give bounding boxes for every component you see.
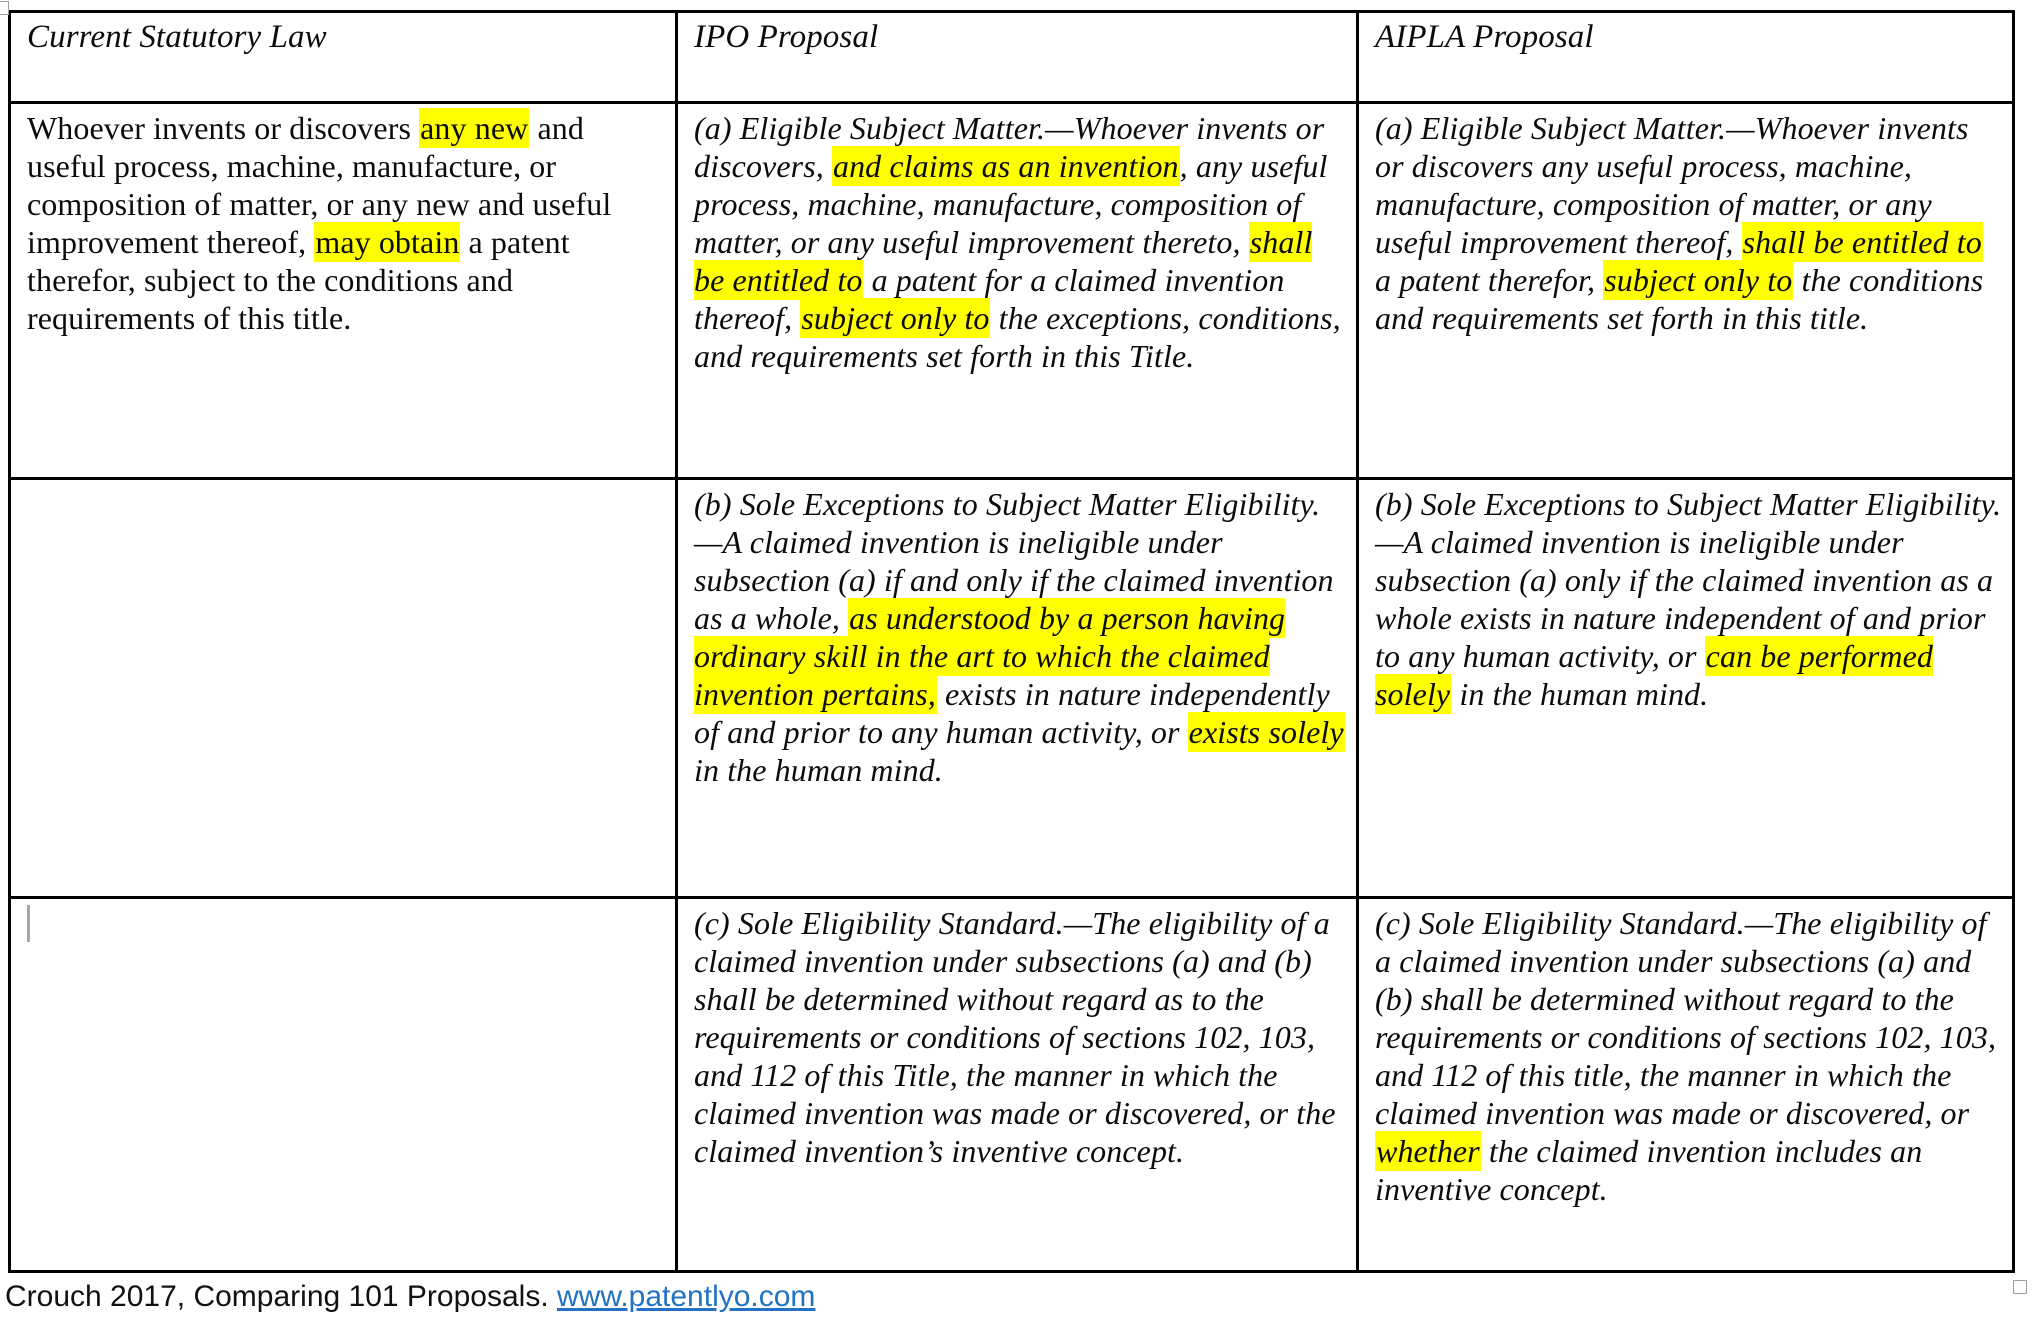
highlighted-text: can be performed solely (1375, 638, 1933, 712)
cell-aipla-subsection-b (1359, 480, 2012, 896)
column-header-aipla-proposal: AIPLA Proposal (1375, 19, 1594, 55)
highlighted-text: exists solely (1188, 714, 1344, 750)
cell-ipo-subsection-b (678, 480, 1356, 896)
cell-current-law-empty-b (11, 480, 675, 896)
table-move-handle[interactable] (0, 1, 9, 15)
text-run: the exceptions, conditions, and requirements set forth in this Title. (694, 300, 1341, 374)
highlighted-text: subject only to (1604, 262, 1793, 298)
table-resize-handle[interactable] (2013, 1280, 2027, 1294)
cell-ipo-subsection-c (678, 899, 1356, 1270)
table-row-subsection-c (10, 898, 2014, 1272)
text-run: (b) Sole Exceptions to Subject Matter Eligibility.—A claimed invention is ineligible under subsection (a) only if the claimed invention as a whole exists in nature independent of and prior to any human activity, or (1375, 486, 2002, 674)
cell-ipo-subsection-a (678, 104, 1356, 477)
footer-citation (5, 1280, 2040, 1314)
highlighted-text: shall be entitled to (1742, 224, 1982, 260)
cell-aipla-subsection-c (1359, 899, 2012, 1270)
text-run: in the human mind. (1451, 676, 1709, 712)
highlighted-text: any new (420, 110, 529, 146)
highlighted-text: subject only to (801, 300, 990, 336)
text-run: (c) Sole Eligibility Standard.—The eligibility of a claimed invention under subsections (a) and (b) shall be determined without regard to the requirements or conditions of sections 102, 103, and 112 of this title, the manner in which the claimed invention was made or discovered, or (1375, 905, 1997, 1131)
text-run: the claimed invention includes an inventive concept. (1375, 1133, 1923, 1207)
highlighted-text: and claims as an invention (832, 148, 1179, 184)
cell-current-law-empty-c (11, 899, 675, 1270)
cell-current-law-text (11, 104, 675, 477)
highlighted-text: shall be entitled to (694, 224, 1313, 298)
text-run: in the human mind. (694, 752, 943, 788)
text-run: (a) Eligible Subject Matter.—Whoever invents or discovers, (694, 110, 1325, 184)
text-run: and useful process, machine, manufacture, or composition of matter, or any new and useful improvement thereof, (27, 110, 612, 260)
text-run: , any useful process, machine, manufacture, composition of matter, or any useful improvement thereto, (694, 148, 1328, 260)
text-run: a patent therefor, (1375, 262, 1604, 298)
text-run: (c) Sole Eligibility Standard.—The eligibility of a claimed invention under subsections (a) and (b) shall be determined without regard as to the requirements or conditions of sections 102, 103, and 112 of this Title, the manner in which the claimed invention was made or discovered, or the claimed invention’s inventive concept. (694, 905, 1336, 1169)
column-header-current-statutory-law: Current Statutory Law (27, 19, 327, 55)
text-run: (a) Eligible Subject Matter.—Whoever invents or discovers any useful process, machine, manufacture, composition of matter, or any useful improvement thereof, (1375, 110, 1969, 260)
highlighted-text: whether (1376, 1133, 1480, 1169)
text-run: exists in nature independently of and prior to any human activity, or (694, 676, 1330, 750)
table-row-subsection-a (10, 103, 2014, 479)
text-run: Whoever invents or discovers (27, 110, 420, 146)
text-run: a patent for a claimed invention thereof, (694, 262, 1285, 336)
text-cursor (27, 905, 30, 942)
footer-link[interactable]: www.patentlyo.com (556, 1280, 816, 1313)
column-header-ipo-proposal: IPO Proposal (694, 19, 879, 55)
table-header-row (10, 12, 2014, 103)
highlighted-text: as understood by a person having ordinary skill in the art to which the claimed invention pertains, (694, 600, 1286, 712)
cell-aipla-subsection-a (1359, 104, 2012, 477)
highlighted-text: may obtain (315, 224, 460, 260)
text-run: (b) Sole Exceptions to Subject Matter Eligibility.—A claimed invention is ineligible under subsection (a) if and only if the claimed invention as a whole, (694, 486, 1334, 636)
table-row-subsection-b (10, 479, 2014, 898)
text-run: a patent therefor, subject to the conditions and requirements of this title. (27, 224, 570, 336)
text-run: the conditions and requirements set forth in this title. (1375, 262, 1984, 336)
footer-citation-text: Crouch 2017, Comparing 101 Proposals. (5, 1280, 557, 1313)
comparison-table (8, 10, 2015, 1273)
